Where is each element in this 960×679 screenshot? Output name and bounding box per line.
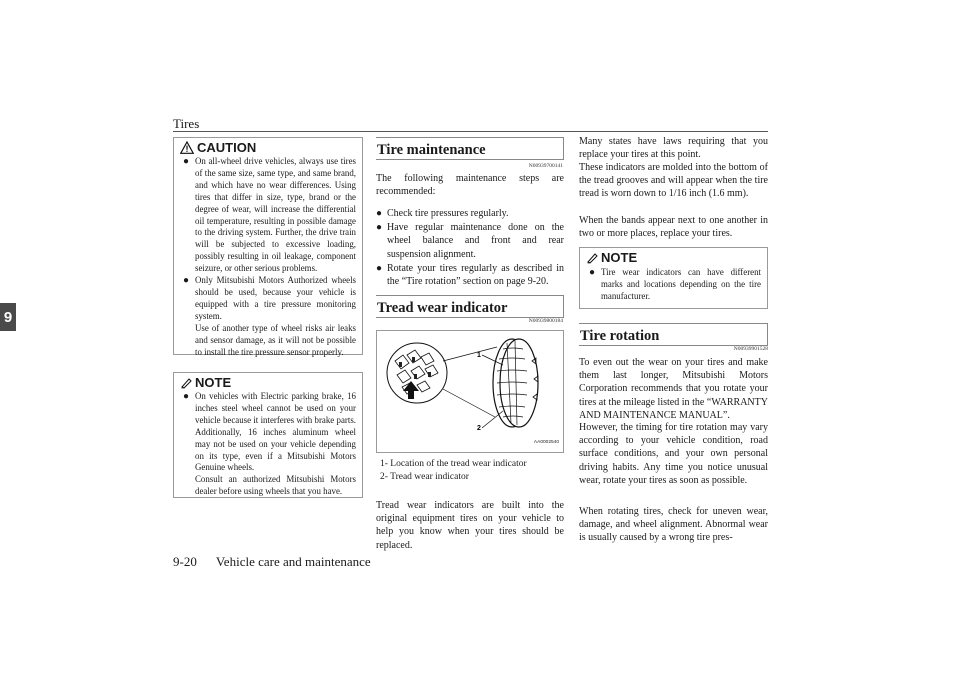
callout-2: 2 xyxy=(477,425,481,432)
note-item: ● On vehicles with Electric parking brake, 16 inches steel wheel cannot be used on your vehicle because it interferes with brake parts. Additionally, 16 inches aluminum wheel may not be used on your vehicle depending on its type, even if a Mitsubishi Motors Genuine wheels. xyxy=(183,391,356,473)
footer-section: Vehicle care and maintenance xyxy=(215,554,371,569)
note-pencil-icon xyxy=(586,251,598,264)
legend-item: 2- Tread wear indicator xyxy=(380,471,469,482)
bullet-icon: ● xyxy=(183,275,190,287)
page-number: 9-20 xyxy=(173,554,197,569)
caution-item-continued: Use of another type of wheel risks air leaks and sensor damage, as it will not be possible to install the tire pressure sensor properly. xyxy=(195,322,356,357)
list-item: ● Have regular maintenance done on the wheel balance and front and rear suspension alignment. xyxy=(376,222,564,260)
legend-item: 1- Location of the tread wear indicator xyxy=(380,459,527,469)
tread-wear-body: Tread wear indicators are built into the original equipment tires on your vehicle to help you know when your tires should be replaced. xyxy=(376,500,564,551)
caution-box xyxy=(173,137,363,355)
maintenance-list xyxy=(376,207,564,289)
caution-item: ● On all-wheel drive vehicles, always use tires of the same size, same type, and same brand, and which have no wear differences. Using tires that differ in size, type, brand or the degree of wear, will increase the differential oil temperature, resulting in possible damage to the driving system. Further, the drive train will be subjected to excessive loading, possibly resulting in oil leakage, component seizure, or other serious problems. xyxy=(183,156,356,274)
note-label: NOTE xyxy=(601,250,638,265)
warning-icon xyxy=(180,141,194,154)
maintenance-intro: The following maintenance steps are recommended: xyxy=(376,173,564,198)
caution-item: ● Only Mitsubishi Motors Authorized wheels should be used, because your vehicle is equipped with a tire pressure monitoring system. xyxy=(183,275,356,321)
tread-wear-figure xyxy=(376,330,564,453)
page-footer xyxy=(173,554,371,570)
list-item: ● Rotate your tires regularly as described in the “Tire rotation” section on page 9-20. xyxy=(376,262,564,288)
heading-tire-rotation: Tire rotation xyxy=(579,323,768,346)
bullet-icon: ● xyxy=(376,208,383,219)
note-header xyxy=(174,373,362,390)
note-box-left xyxy=(173,372,363,498)
reference-code: N00939800184 xyxy=(528,318,563,324)
right-para-2: These indicators are molded into the bottom of the tread grooves and will appear when the tire tread is worn down to 1/16 inch (1.6 mm). xyxy=(579,162,768,200)
right-para-3: When the bands appear next to one another in two or more places, replace your tires. xyxy=(579,215,768,240)
bullet-icon: ● xyxy=(589,267,596,278)
bullet-icon: ● xyxy=(183,156,190,167)
bullet-icon: ● xyxy=(183,391,190,402)
rotation-para-3: When rotating tires, check for uneven wear, damage, and wheel alignment. Abnormal wear is usually caused by a wrong tire pres- xyxy=(579,506,768,544)
caution-header xyxy=(174,138,362,155)
tire-tread-illustration xyxy=(377,331,563,452)
header-rule xyxy=(173,131,768,132)
note-item: ● Tire wear indicators can have different marks and locations depending on the tire manufacturer. xyxy=(589,267,761,301)
reference-code: N00939700141 xyxy=(528,163,563,169)
figure-legend xyxy=(376,458,564,484)
bullet-icon: ● xyxy=(376,262,383,274)
note-header xyxy=(580,248,767,265)
heading-tire-maintenance: Tire maintenance xyxy=(376,137,564,160)
note-item-continued: Consult an authorized Mitsubishi Motors dealer before using wheels that you have. xyxy=(195,474,356,497)
rotation-para-2: However, the timing for tire rotation may vary according to your vehicle condition, road surface conditions, and your own personal driving habits. Any time you notice unusual wear, rotate your tires as soon as possible. xyxy=(579,422,768,486)
callout-1: 1 xyxy=(477,352,481,359)
list-item: ● Check tire pressures regularly. xyxy=(376,208,509,219)
reference-code: N00939901528 xyxy=(733,346,768,352)
figure-code: AA0002540 xyxy=(533,440,559,445)
note-label: NOTE xyxy=(195,375,232,390)
caution-label: CAUTION xyxy=(197,140,257,155)
note-pencil-icon xyxy=(180,376,192,389)
bullet-icon: ● xyxy=(376,222,383,234)
heading-tread-wear-indicator: Tread wear indicator xyxy=(376,295,564,318)
rotation-para-1: To even out the wear on your tires and make them last longer, Mitsubishi Motors Corporation recommends that you rotate your tires at the mileage listed in the “WARRANTY AND MAINTENANCE MANUAL”. xyxy=(579,357,768,421)
note-box-right xyxy=(579,247,768,309)
chapter-tab: 9 xyxy=(0,303,16,331)
page-header-title: Tires xyxy=(173,116,200,131)
right-para-1: Many states have laws requiring that you replace your tires at this point. xyxy=(579,136,768,161)
